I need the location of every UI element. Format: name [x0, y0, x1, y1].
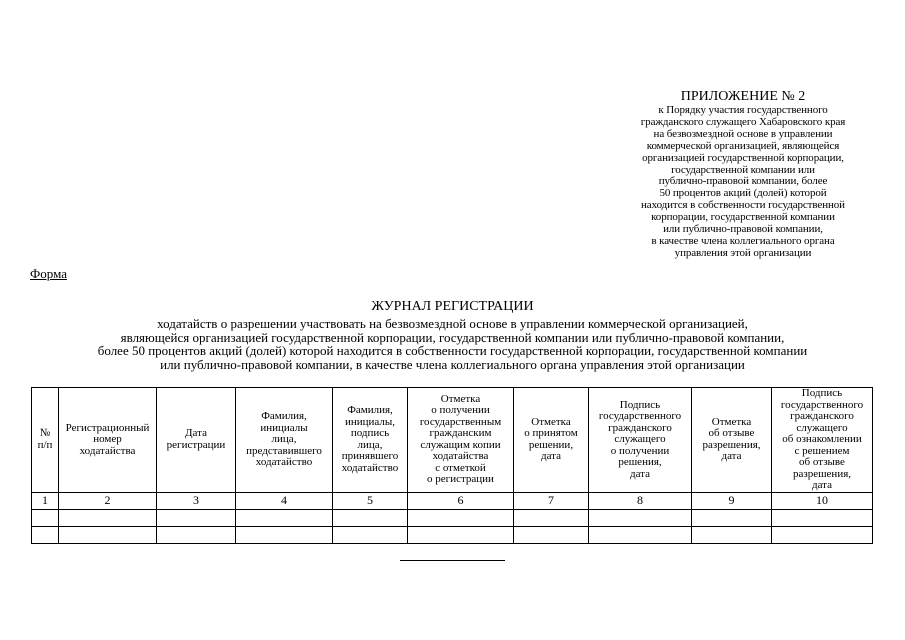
journal-subtitle: [20, 317, 885, 371]
registration-table: [31, 387, 873, 544]
appendix-line: на безвозмездной основе в управлении: [653, 127, 833, 140]
table-cell: [333, 526, 408, 543]
table-header-row: [32, 388, 873, 493]
appendix-line: к Порядку участия государственного: [658, 104, 828, 116]
table-cell: [59, 526, 157, 543]
appendix-title: ПРИЛОЖЕНИЕ № 2: [680, 89, 806, 104]
column-number: 8: [589, 492, 692, 509]
header-revocation-mark: Отметка об отзыве разрешения, дата: [692, 388, 772, 493]
column-number: 9: [692, 492, 772, 509]
column-number: 1: [32, 492, 59, 509]
journal-title: ЖУРНАЛ РЕГИСТРАЦИИ: [371, 299, 534, 314]
column-number-row: [32, 492, 873, 509]
table-cell: [32, 509, 59, 526]
table-cell: [692, 526, 772, 543]
subtitle-line: ходатайств о разрешении участвовать на безвозмездной основе в управлении коммерческой организацией,: [157, 316, 748, 331]
table-cell: [157, 509, 236, 526]
header-decision-received-signature: Подпись государственного гражданского служащего о получении решения, дата: [589, 388, 692, 493]
table-cell: [772, 526, 873, 543]
appendix-line: коммерческой организацией, являющейся: [646, 139, 840, 152]
column-number: 7: [514, 492, 589, 509]
subtitle-line: являющейся организацией государственной корпорации, государственной компании или публично-правовой компании,: [120, 329, 785, 345]
header-decision-mark: Отметка о принятом решении, дата: [514, 388, 589, 493]
subtitle-line: или публично-правовой компании, в качестве члена коллегиального органа управления этой организации: [160, 356, 745, 372]
appendix-line: 50 процентов акций (долей) которой: [659, 187, 827, 200]
header-receiver-name-signature: Фамилия, инициалы, подпись лица, принявшего ходатайство: [333, 388, 408, 493]
appendix-line: корпорации, государственной компании: [651, 211, 835, 224]
form-label: Форма: [30, 266, 67, 281]
header-copy-received-mark: Отметка о получении государственным гражданским служащим копии ходатайства с отметкой о регистрации: [408, 388, 514, 493]
table-row: [32, 509, 873, 526]
appendix-line: находится в собственности государственной: [641, 199, 845, 212]
subtitle-line: более 50 процентов акций (долей) которой находится в собственности государственной корпорации, государственной компании: [97, 343, 808, 359]
appendix-line: публично-правовой компании, более: [658, 175, 828, 188]
table-cell: [589, 526, 692, 543]
appendix-line: или публично-правовой компании,: [663, 223, 823, 236]
table-cell: [236, 526, 333, 543]
column-number: 3: [157, 492, 236, 509]
footnote-divider: [400, 560, 505, 561]
table-row: [32, 526, 873, 543]
appendix-line: управления этой организации: [674, 246, 812, 259]
table-cell: [589, 509, 692, 526]
column-number: 6: [408, 492, 514, 509]
header-number: № п/п: [32, 388, 59, 493]
header-revocation-ack-signature: Подпись государственного гражданского служащего об ознакомлении с решением об отзыве разрешения, дата: [772, 388, 873, 493]
appendix-line: организацией государственной корпорации,: [642, 151, 844, 164]
header-submitter-name: Фамилия, инициалы лица, представившего ходатайство: [236, 388, 333, 493]
appendix-line: гражданского служащего Хабаровского края: [640, 115, 846, 128]
table-cell: [772, 509, 873, 526]
table-cell: [236, 509, 333, 526]
table-cell: [157, 526, 236, 543]
header-registration-date: Дата регистрации: [157, 388, 236, 493]
appendix-line: в качестве члена коллегиального органа: [651, 234, 835, 247]
column-number: 2: [59, 492, 157, 509]
appendix-text: [598, 105, 888, 260]
appendix-block: [598, 88, 888, 260]
column-number: 10: [772, 492, 873, 509]
table-cell: [692, 509, 772, 526]
table-cell: [59, 509, 157, 526]
table-cell: [408, 526, 514, 543]
header-registration-number: Регистрационный номер ходатайства: [59, 388, 157, 493]
table-cell: [408, 509, 514, 526]
column-number: 4: [236, 492, 333, 509]
table-cell: [514, 526, 589, 543]
column-number: 5: [333, 492, 408, 509]
appendix-line: государственной компании или: [671, 163, 815, 176]
table-cell: [32, 526, 59, 543]
table-cell: [333, 509, 408, 526]
table-cell: [514, 509, 589, 526]
